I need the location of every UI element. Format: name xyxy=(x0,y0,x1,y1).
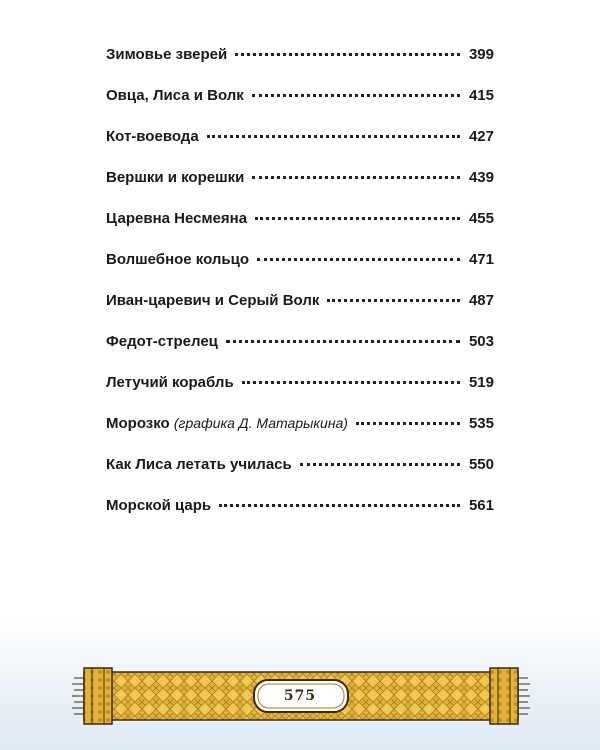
toc-entry-title: Волшебное кольцо xyxy=(106,251,250,268)
toc-entry-title: Иван-царевич и Серый Волк xyxy=(106,292,320,309)
toc-leader-dots xyxy=(242,381,460,384)
toc-entry[interactable] xyxy=(106,46,494,87)
toc-entry-title: Морской царь xyxy=(106,497,212,514)
toc-entry[interactable] xyxy=(106,210,494,251)
toc-leader-dots xyxy=(207,135,460,138)
toc-leader-dots xyxy=(300,463,460,466)
toc-leader-dots xyxy=(252,176,460,179)
toc-entry-title: Кот-воевода xyxy=(106,128,199,145)
toc-entry-title: Федот-стрелец xyxy=(106,333,218,350)
toc-entry-page: 550 xyxy=(468,456,494,473)
toc-entry-page: 561 xyxy=(468,497,494,514)
toc-leader-dots xyxy=(257,258,460,261)
toc-entry-page: 503 xyxy=(468,333,494,350)
toc-entry[interactable] xyxy=(106,497,494,538)
toc-leader-dots xyxy=(226,340,460,343)
toc-entry[interactable] xyxy=(106,87,494,128)
toc-entry[interactable] xyxy=(106,292,494,333)
toc-entry-title-text: Морозко xyxy=(106,415,170,432)
toc-entry[interactable] xyxy=(106,128,494,169)
toc-entry-title: Царевна Несмеяна xyxy=(106,210,248,227)
toc-entry-title: Летучий корабль xyxy=(106,374,234,391)
toc-leader-dots xyxy=(235,53,460,56)
toc-entry-page: 471 xyxy=(468,251,494,268)
toc-entry-title: Как Лиса летать училась xyxy=(106,456,292,473)
toc-entry-title: Зимовье зверей xyxy=(106,46,228,63)
toc-entry-page: 427 xyxy=(468,128,494,145)
toc-leader-dots xyxy=(356,422,460,425)
table-of-contents xyxy=(106,46,494,538)
toc-entry[interactable] xyxy=(106,415,494,456)
toc-entry-page: 487 xyxy=(468,292,494,309)
toc-entry-page: 439 xyxy=(468,169,494,186)
toc-entry-note: (графика Д. Матарыкина) xyxy=(173,415,348,431)
toc-entry[interactable] xyxy=(106,374,494,415)
toc-entry[interactable] xyxy=(106,251,494,292)
toc-entry-page: 399 xyxy=(468,46,494,63)
toc-entry-title: Вершки и корешки xyxy=(106,169,245,186)
toc-entry-page: 519 xyxy=(468,374,494,391)
toc-entry-page: 535 xyxy=(468,415,494,432)
toc-entry-title: Овца, Лиса и Волк xyxy=(106,87,244,104)
toc-entry-page: 455 xyxy=(468,210,494,227)
toc-leader-dots xyxy=(327,299,460,302)
toc-entry[interactable] xyxy=(106,456,494,497)
toc-leader-dots xyxy=(255,217,460,220)
page-number: 575 xyxy=(283,688,317,704)
toc-entry[interactable] xyxy=(106,333,494,374)
toc-entry-title xyxy=(106,415,348,432)
left-fringe xyxy=(72,678,84,714)
toc-leader-dots xyxy=(219,504,460,507)
toc-leader-dots xyxy=(252,94,460,97)
right-fringe xyxy=(518,678,530,714)
toc-entry-page: 415 xyxy=(468,87,494,104)
toc-entry[interactable] xyxy=(106,169,494,210)
